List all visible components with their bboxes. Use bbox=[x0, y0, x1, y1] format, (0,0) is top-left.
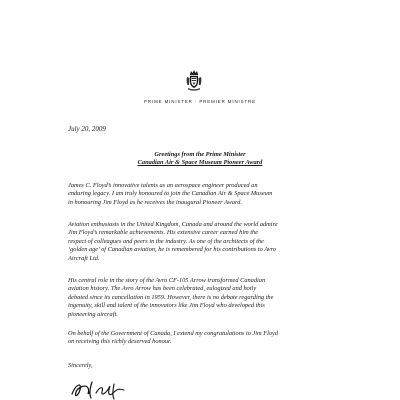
paragraph-line: ‘golden age’ of Canadian aviation, he is remembered for his contributions to Avro bbox=[68, 246, 276, 254]
paragraph-line: debated since its cancellation in 1959. However, there is no debate regarding the bbox=[68, 293, 274, 301]
paragraph-line: on receiving this richly deserved honour. bbox=[68, 338, 172, 346]
paragraph-line: Jim Floyd’s remarkable achievements. His extensive career earned him the bbox=[68, 229, 259, 237]
coat-of-arms-icon bbox=[186, 69, 202, 91]
award-heading: Canadian Air & Space Museum Pioneer Award bbox=[137, 159, 263, 166]
handwritten-signature bbox=[66, 378, 144, 400]
paragraph-line: His central role in the story of the Avro CF-105 Arrow transformed Canadian bbox=[68, 277, 266, 284]
paragraph-intro bbox=[68, 182, 336, 207]
paragraph-achievements bbox=[68, 221, 336, 263]
paragraph-line: Aircraft Ltd. bbox=[68, 254, 100, 262]
paragraph-congratulations bbox=[68, 330, 336, 347]
paragraph-line: aviation history. The Avro Arrow has been celebrated, eulogized and hotly bbox=[68, 285, 257, 293]
paragraph-line: enduring legacy. I am truly honoured to join the Canadian Air & Space Museum bbox=[68, 190, 273, 198]
paragraph-line: pioneering aircraft. bbox=[68, 310, 118, 318]
paragraph-line: On behalf of the Government of Canada, I extend my congratulations to Jim Floyd bbox=[68, 330, 279, 337]
paragraph-line: in honouring Jim Floyd as he receives the inaugural Pioneer Award. bbox=[68, 198, 243, 206]
letter-date: July 20, 2009 bbox=[68, 125, 106, 133]
letterhead-title: PRIME MINISTER · PREMIER MINISTRE bbox=[144, 99, 256, 104]
paragraph-line: ingenuity, skill and talent of the innovators like Jim Floyd who developed this bbox=[68, 302, 265, 310]
greeting-heading: Greetings from the Prime Minister bbox=[154, 151, 246, 158]
paragraph-line: respect of colleagues and peers in the industry. As one of the architects of the bbox=[68, 237, 264, 245]
paragraph-arrow bbox=[68, 277, 336, 319]
letter-closing: Sincerely, bbox=[68, 362, 93, 369]
paragraph-line: James C. Floyd’s innovative talents as an aerospace engineer produced an bbox=[68, 182, 258, 189]
paragraph-line: Aviation enthusiasts in the United Kingdom, Canada and around the world admire bbox=[68, 221, 278, 228]
